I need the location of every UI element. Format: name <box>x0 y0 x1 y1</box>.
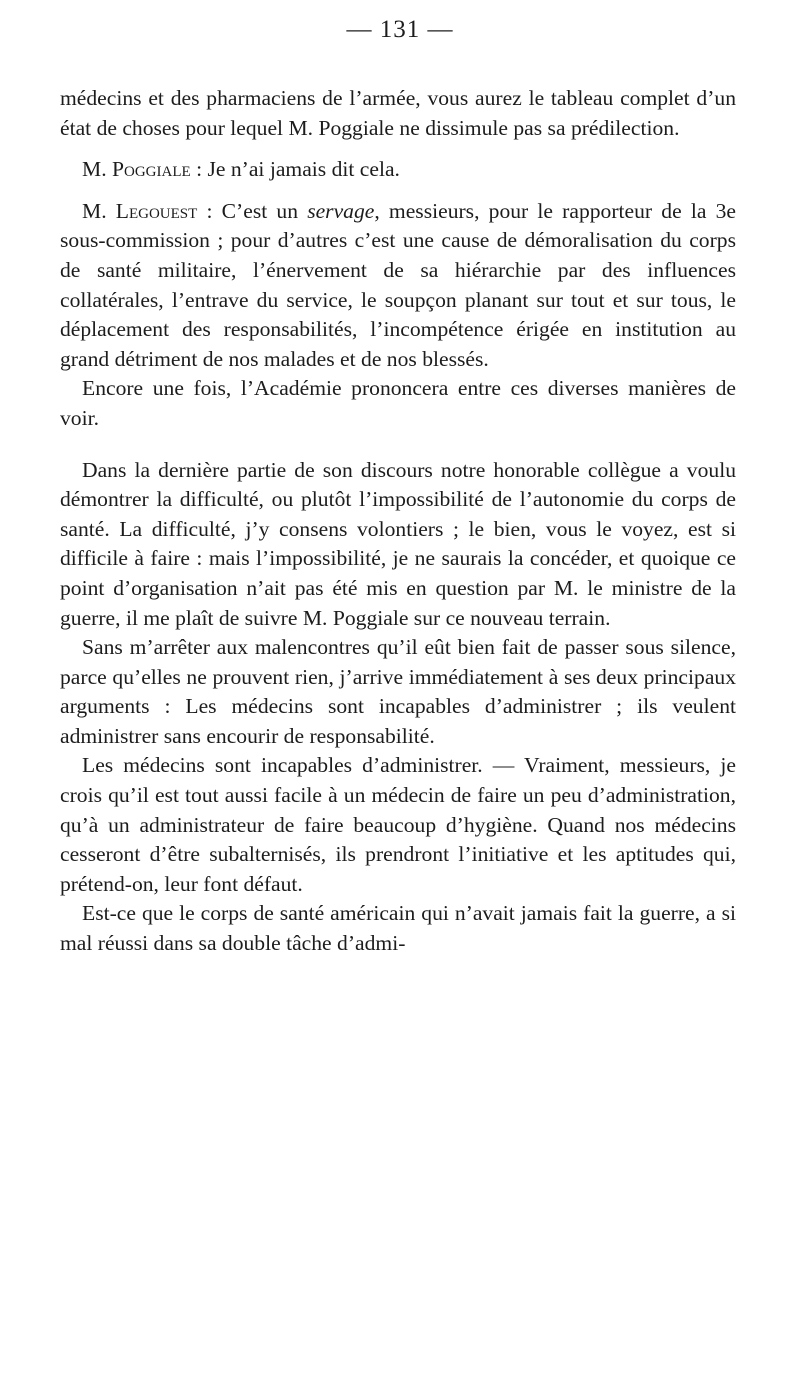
page-number: — 131 — <box>346 16 454 43</box>
paragraph-2 <box>60 155 736 185</box>
paragraph-6: Sans m’arrêter aux malencontres qu’il eût bien fait de passer sous silence, parce qu’elles ne prouvent rien, j’arrive immédiatement à ses deux principaux arguments : Les médecins sont incapables d’administrer ; ils veulent administrer sans encourir de responsabilité. <box>60 635 736 748</box>
paragraph-1: médecins et des pharmaciens de l’armée, vous aurez le tableau complet d’un état de choses pour lequel M. Poggiale ne dissimule pas sa prédilection. <box>60 86 736 140</box>
speaker-line: : Je n’ai jamais dit cela. <box>190 157 400 182</box>
body-text <box>60 84 736 959</box>
speaker-name: M. Legouest <box>82 198 198 223</box>
speaker-name: M. Poggiale <box>82 157 191 182</box>
paragraph-5: Dans la dernière partie de son discours notre honorable collègue a voulu démontrer la difficulté, ou plutôt l’impossibilité de l’autonomie du corps de santé. La difficulté, j’y consens volontiers ; le bien, vous le voyez, est si difficile à faire : mais l’impossibilité, je ne saurais la concéder, et quoique ce point d’organisation n’ait pas été mis en question par M. le ministre de la guerre, il me plaît de suivre M. Poggiale sur ce nouveau terrain. <box>60 457 736 630</box>
paragraph-8: Est-ce que le corps de santé américain qui n’avait jamais fait la guerre, a si mal réussi dans sa double tâche d’admi- <box>60 901 736 956</box>
emphasized-word: servage <box>307 198 375 223</box>
speaker-line-rest: , messieurs, pour le rapporteur de la 3e sous-commission ; pour d’autres c’est une cause de démoralisation du corps de santé militaire, l’énervement de sa hiérarchie par des influences collatérales, l’entrave du service, le soupçon planant sur tout et sur tous, le déplacement des responsabilités, l’incompétence érigée en institution au grand détriment de nos malades et de nos blessés. <box>60 198 736 371</box>
speaker-line-start: : C’est un <box>197 198 308 223</box>
paragraph-3 <box>60 197 736 375</box>
paragraph-7: Les médecins sont incapables d’administrer. — Vraiment, messieurs, je crois qu’il est tout aussi facile à un médecin de faire un peu d’administration, qu’à un administrateur de faire beaucoup d’hygiène. Quand nos médecins cesseront d’être subalternisés, ils prendront l’initiative et les aptitudes qui, prétend-on, leur font défaut. <box>60 753 736 896</box>
paragraph-4: Encore une fois, l’Académie prononcera entre ces diverses manières de voir. <box>60 376 736 430</box>
